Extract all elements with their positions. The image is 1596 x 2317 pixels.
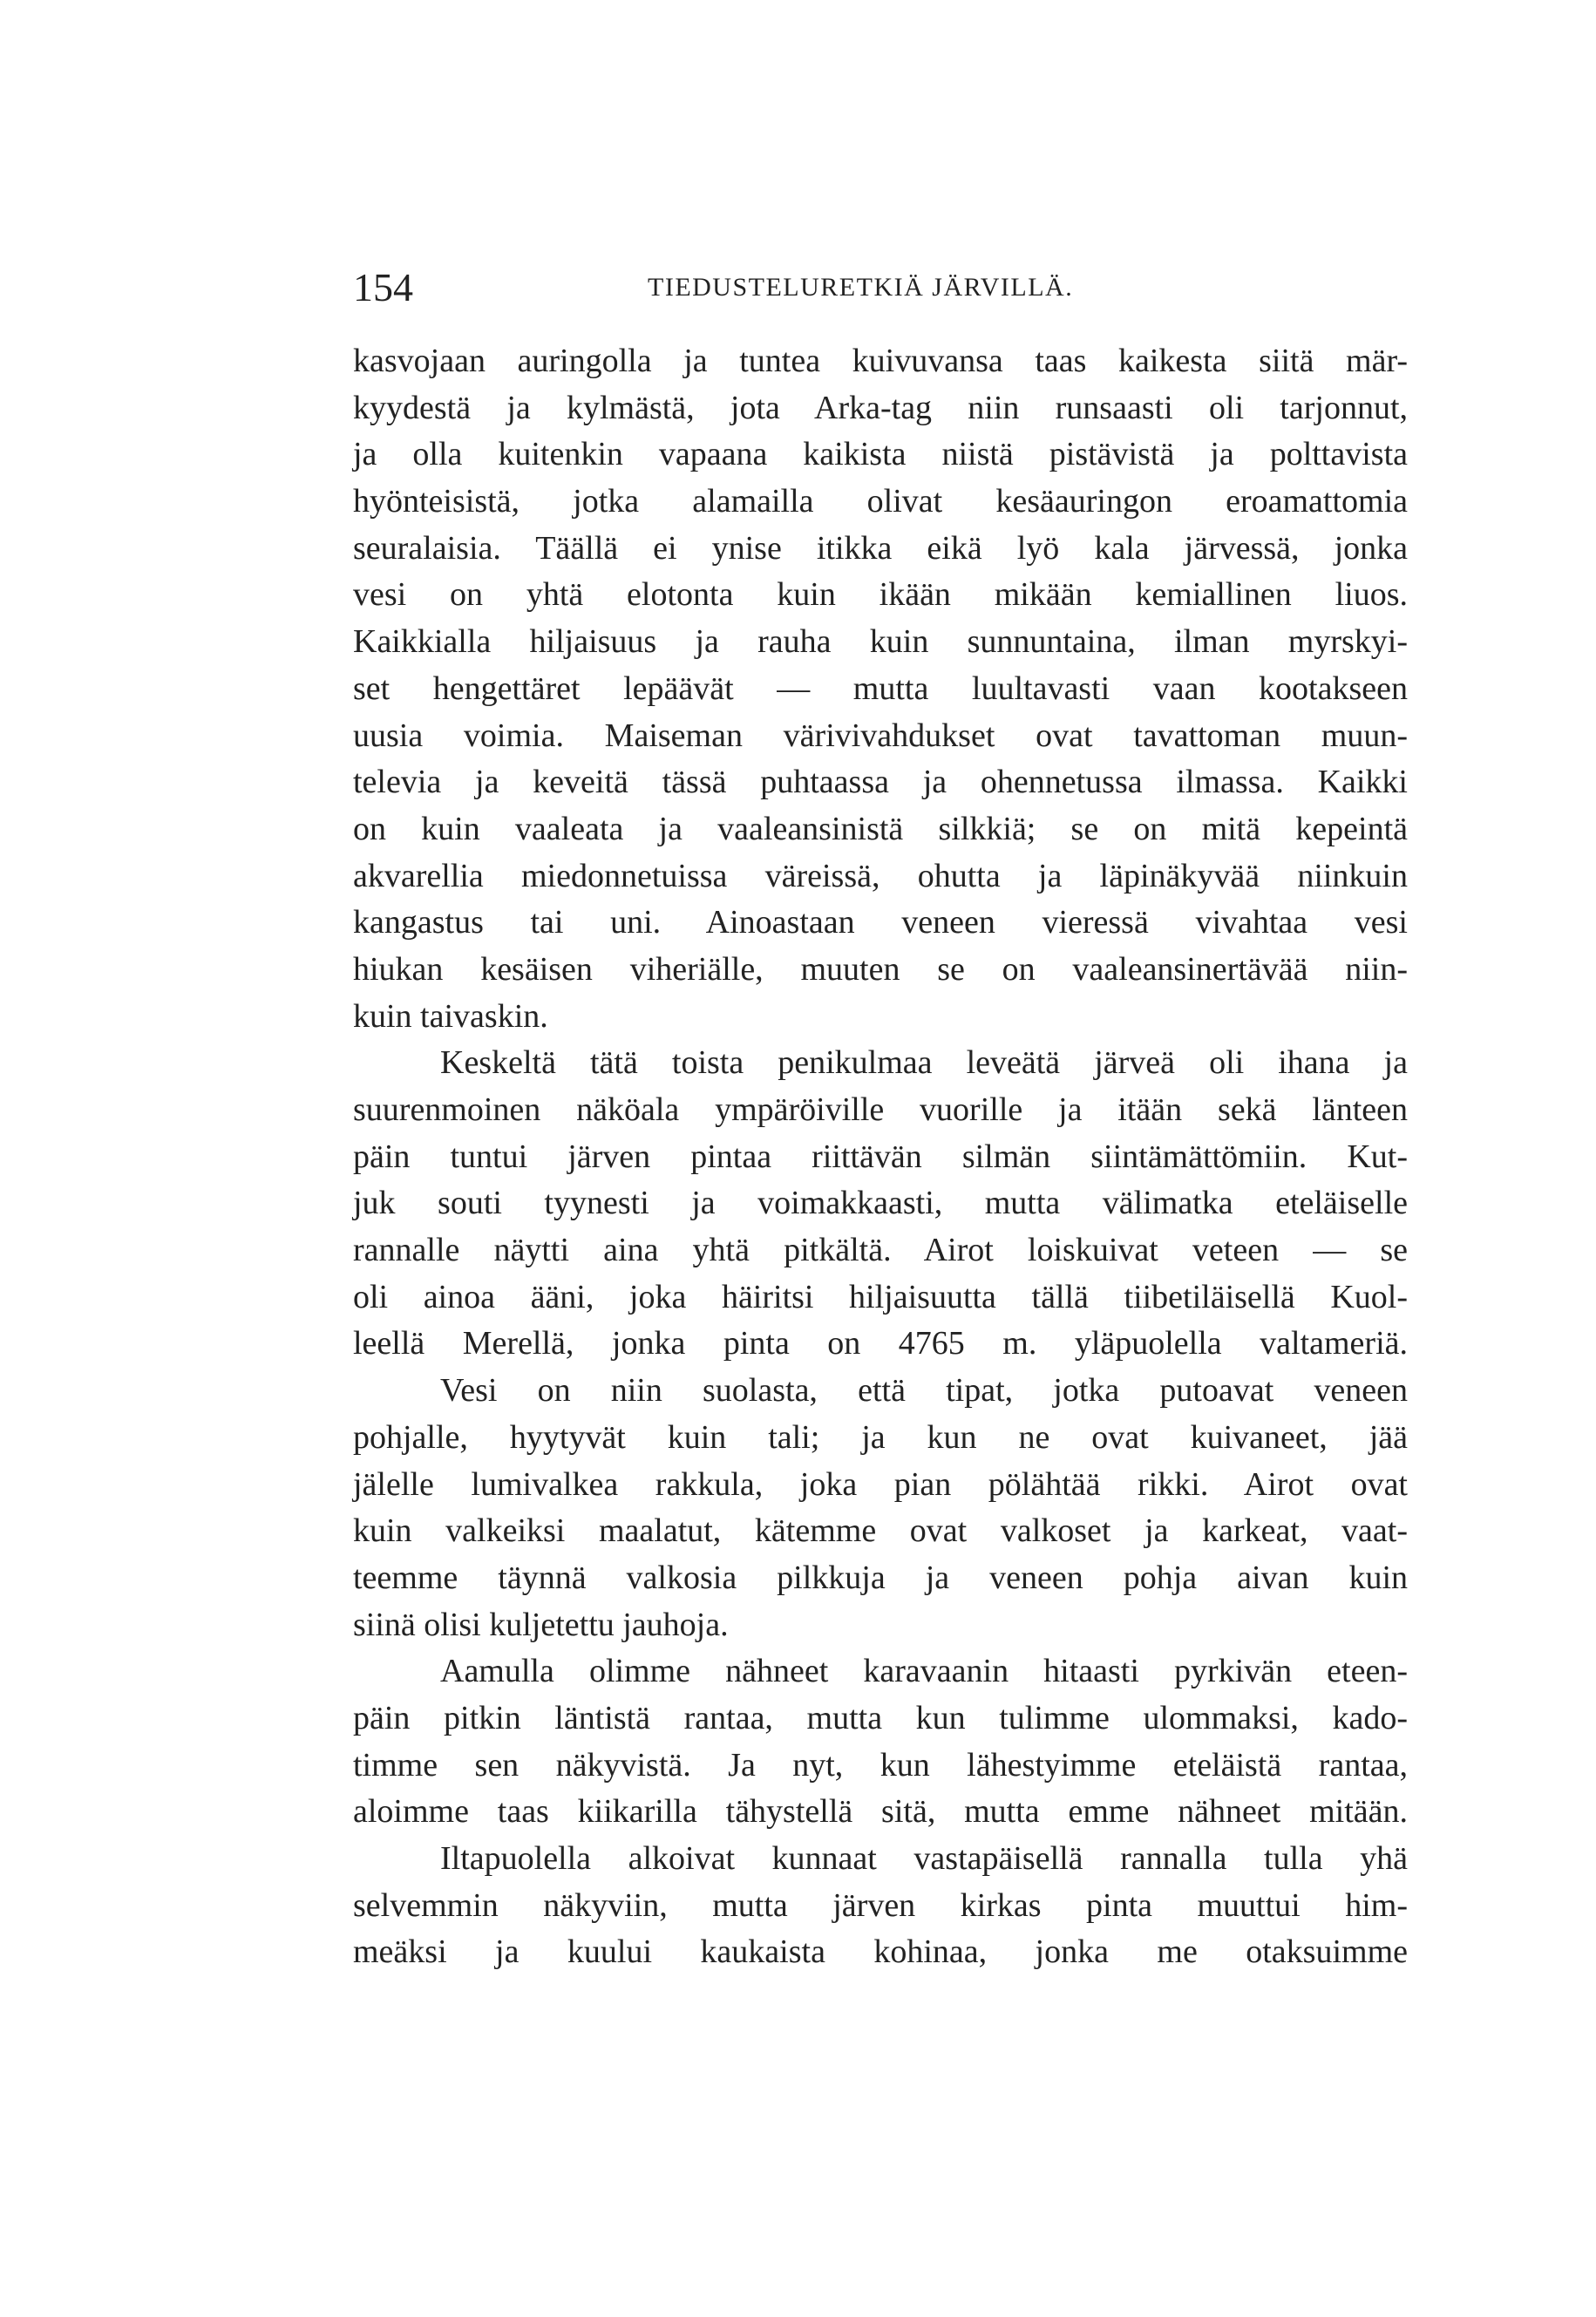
text-line: pohjalle, hyytyvät kuin tali; ja kun ne ovat kuivaneet, jää	[353, 1418, 1408, 1456]
text-line: hiukan kesäisen viheriälle, muuten se on vaaleansinertävää niin-	[353, 950, 1408, 988]
text-line: jälelle lumivalkea rakkula, joka pian pölähtää rikki. Airot ovat	[353, 1465, 1408, 1503]
text-line: on kuin vaaleata ja vaaleansinistä silkkiä; se on mitä kepeintä	[353, 810, 1408, 847]
text-line: päin tuntui järven pintaa riittävän silmän siintämättömiin. Kut-	[353, 1138, 1408, 1175]
paragraph-start-line: Keskeltä tätä toista penikulmaa leveätä järveä oli ihana ja	[440, 1044, 1408, 1082]
text-line: oli ainoa ääni, joka häiritsi hiljaisuutta tällä tiibetiläisellä Kuol-	[353, 1278, 1408, 1315]
text-line: kuin valkeiksi maalatut, kätemme ovat valkoset ja karkeat, vaat-	[353, 1512, 1408, 1550]
text-line: akvarellia miedonnetuissa väreissä, ohutta ja läpinäkyvää niinkuin	[353, 857, 1408, 894]
page-header	[353, 262, 1408, 314]
text-line: leellä Merellä, jonka pinta on 4765 m. yläpuolella valtameriä.	[353, 1325, 1408, 1362]
text-line: timme sen näkyvistä. Ja nyt, kun lähestyimme eteläistä rantaa,	[353, 1746, 1408, 1784]
page-number: 154	[353, 265, 413, 309]
text-line: set hengettäret lepäävät — mutta luultavasti vaan kootakseen	[353, 669, 1408, 707]
text-line: suurenmoinen näköala ympäröiville vuorille ja itään sekä länteen	[353, 1091, 1408, 1128]
text-line: ja olla kuitenkin vapaana kaikista niistä pistävistä ja polttavista	[353, 436, 1408, 473]
body-text	[353, 338, 1408, 1976]
text-line: Kaikkialla hiljaisuus ja rauha kuin sunnuntaina, ilman myrskyi-	[353, 623, 1408, 661]
text-line: kasvojaan auringolla ja tuntea kuivuvansa taas kaikesta siitä mär-	[353, 343, 1408, 379]
text-line: teemme täynnä valkosia pilkkuja ja veneen pohja aivan kuin	[353, 1559, 1408, 1596]
text-line: seuralaisia. Täällä ei ynise itikka eikä lyö kala järvessä, jonka	[353, 529, 1408, 567]
text-line: meäksi ja kuului kaukaista kohinaa, jonka me otaksuimme	[353, 1933, 1408, 1971]
text-line: kuin taivaskin.	[353, 997, 548, 1035]
paragraph-start-line: Aamulla olimme nähneet karavaanin hitaasti pyrkivän eteen-	[440, 1653, 1408, 1690]
text-line: uusia voimia. Maiseman värivivahdukset ovat tavattoman muun-	[353, 717, 1408, 754]
text-line: vesi on yhtä elotonta kuin ikään mikään kemiallinen liuos.	[353, 576, 1408, 614]
running-head: TIEDUSTELURETKIÄ JÄRVILLÄ.	[648, 273, 1074, 302]
text-line: hyönteisistä, jotka alamailla olivat kesäauringon eroamattomia	[353, 483, 1408, 520]
text-line: päin pitkin läntistä rantaa, mutta kun tulimme ulommaksi, kado-	[353, 1699, 1408, 1736]
text-line: selvemmin näkyviin, mutta järven kirkas pinta muuttui him-	[353, 1886, 1408, 1924]
text-line: kyydestä ja kylmästä, jota Arka-tag niin runsaasti oli tarjonnut,	[353, 389, 1408, 426]
text-line: kangastus tai uni. Ainoastaan veneen vieressä vivahtaa vesi	[353, 904, 1408, 941]
paragraph-start-line: Iltapuolella alkoivat kunnaat vastapäisellä rannalla tulla yhä	[440, 1840, 1408, 1877]
text-line: rannalle näytti aina yhtä pitkältä. Airot loiskuivat veteen — se	[353, 1232, 1408, 1269]
text-line: televia ja keveitä tässä puhtaassa ja ohennetussa ilmassa. Kaikki	[353, 764, 1408, 801]
text-line: juk souti tyynesti ja voimakkaasti, mutta välimatka eteläiselle	[353, 1185, 1408, 1222]
text-line: siinä olisi kuljetettu jauhoja.	[353, 1606, 729, 1643]
paragraph-start-line: Vesi on niin suolasta, että tipat, jotka putoavat veneen	[440, 1372, 1408, 1410]
text-line: aloimme taas kiikarilla tähystellä sitä, mutta emme nähneet mitään.	[353, 1793, 1408, 1831]
